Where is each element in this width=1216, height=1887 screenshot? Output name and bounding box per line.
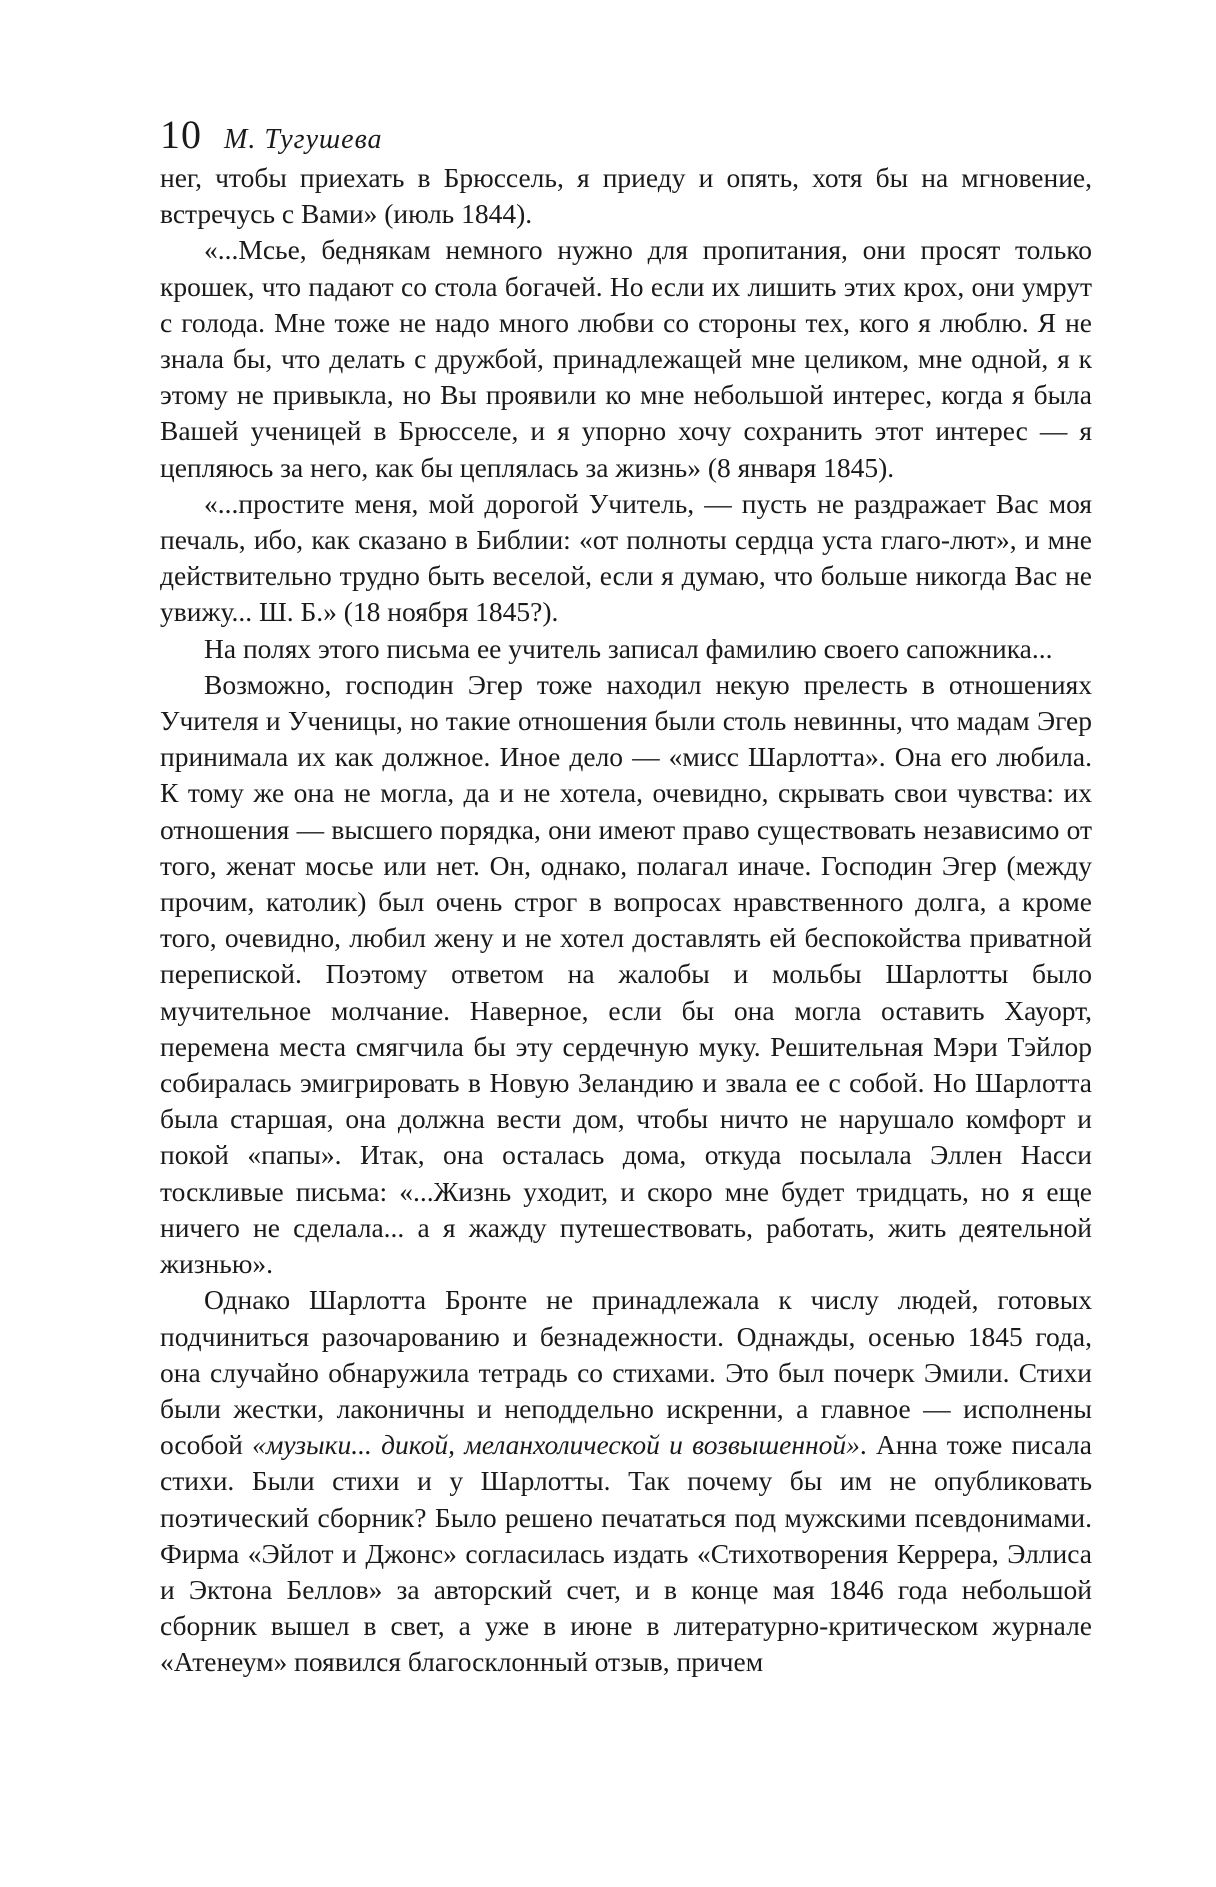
running-head-author: М. Тугушева (224, 124, 383, 155)
page-header (160, 112, 1092, 158)
paragraph-text: . Анна тоже писала стихи. Были стихи и у Шарлотты. Так почему бы им не опубликовать поэтический сборник? Было решено печататься под мужскими псевдонимами. Фирма «Эйлот и Джонс» согласилась издать «Стихотворения Керрера, Эллиса и Эктона Беллов» за авторский счет, и в конце мая 1846 года небольшой сборник вышел в свет, а уже в июне в литературно-критическом журнале «Атенеум» появился благосклонный отзыв, причем (160, 1429, 1092, 1678)
page-number: 10 (160, 112, 202, 157)
paragraph: На полях этого письма ее учитель записал фамилию своего сапожника... (204, 632, 1053, 664)
paragraph: «...Мсье, беднякам немного нужно для пропитания, они просят только крошек, что падают со стола богачей. Но если их лишить этих крох, они умрут с голода. Мне тоже не надо много любви со стороны тех, кого я люблю. Я не знала бы, что делать с дружбой, принадлежащей мне целиком, мне одной, я к этому не привыкла, но Вы проявили ко мне небольшой интерес, когда я была Вашей ученицей в Брюсселе, и я упорно хочу сохранить этот интерес — я цепляюсь за него, как бы цеплялась за жизнь» (8 января 1845). (160, 234, 1092, 483)
book-page (160, 112, 1092, 1681)
paragraph (160, 1282, 1092, 1680)
italic-quote: «музыки... дикой, меланхолической и возвышенной» (252, 1429, 860, 1461)
paragraph: нег, чтобы приехать в Брюссель, я приеду и опять, хотя бы на мгновение, встречусь с Вами» (июль 1844). (160, 162, 1092, 230)
paragraph: Возможно, господин Эгер тоже находил некую прелесть в отношениях Учителя и Ученицы, но такие отношения были столь невинны, что мадам Эгер принимала их как должное. Иное дело — «мисс Шарлотта». Она его любила. К тому же она не могла, да и не хотела, очевидно, скрывать свои чувства: их отношения — высшего порядка, они имеют право существовать независимо от того, женат мосье или нет. Он, однако, полагал иначе. Господин Эгер (между прочим, католик) был очень строг в вопросах нравственного долга, а кроме того, очевидно, любил жену и не хотел доставлять ей беспокойства приватной перепиской. Поэтому ответом на жалобы и мольбы Шарлотты было мучительное молчание. Наверное, если бы она могла оставить Хауорт, перемена места смягчила бы эту сердечную муку. Решительная Мэри Тэйлор собиралась эмигрировать в Новую Зеландию и звала ее с собой. Но Шарлотта была старшая, она должна вести дом, чтобы ничто не нарушало комфорт и покой «папы». Итак, она осталась дома, откуда посылала Эллен Насси тоскливые письма: «...Жизнь уходит, и скоро мне будет тридцать, но я еще ничего не сделала... а я жажду путешествовать, работать, жить деятельной жизнью». (160, 668, 1092, 1280)
paragraph: «...простите меня, мой дорогой Учитель, — пусть не раздражает Вас моя печаль, ибо, как сказано в Библии: «от полноты сердца уста глаго-лют», и мне действительно трудно быть веселой, если я думаю, что больше никогда Вас не увижу... Ш. Б.» (18 ноября 1845?). (160, 487, 1092, 628)
paragraph-text: Однако Шарлотта Бронте не принадлежала к числу людей, готовых подчиниться разочарованию и безнадежности. Однажды, осенью 1845 года, она случайно обнаружила тетрадь со стихами. Это был почерк Эмили. Стихи были жестки, лаконичны и неподдельно искренни, а главное — исполнены особой (160, 1284, 1092, 1461)
body-text (160, 160, 1092, 1681)
